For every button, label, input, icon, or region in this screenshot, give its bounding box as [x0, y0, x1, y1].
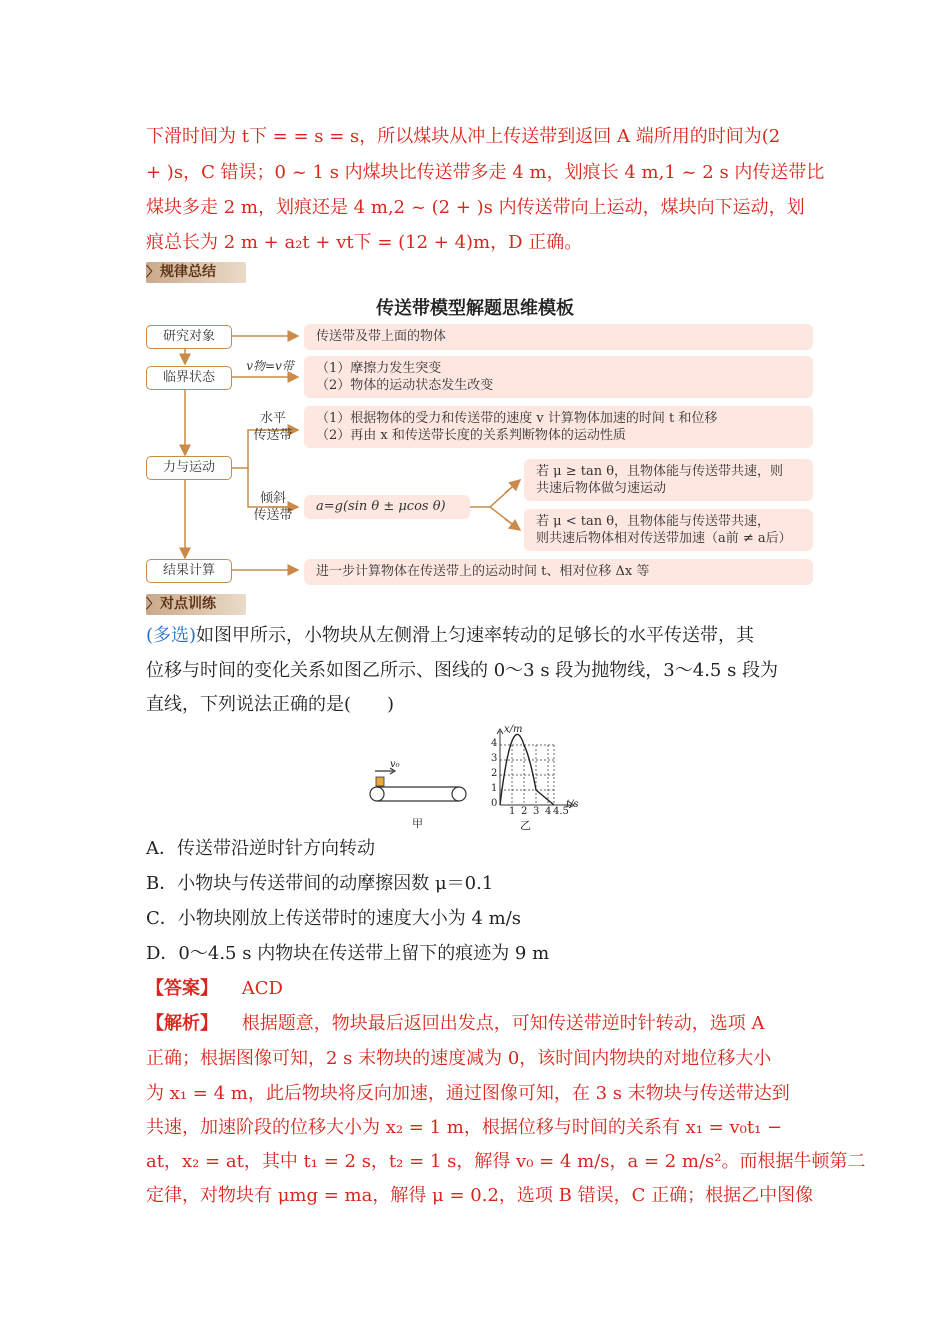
- incline-case1-line-1: 若 μ ≥ tan θ，且物体能与传送带共速，则: [536, 464, 784, 479]
- horizontal-belt-label-1: 水平: [259, 411, 286, 426]
- incline-case1-line-2: 共速后物体做匀速运动: [536, 481, 667, 496]
- pink-box-result: 进一步计算物体在传送带上的运动时间 t、相对位移 Δx 等: [304, 559, 813, 585]
- horizontal-belt-label-2: 传送带: [253, 428, 293, 443]
- velocity-label: v₀: [390, 759, 400, 770]
- y-tick-1: 1: [491, 783, 498, 794]
- x-axis-label: t/s: [566, 799, 579, 810]
- critical-item-1: （1）摩擦力发生突变: [316, 361, 442, 376]
- analysis-line-1-text: 根据题意，物块最后返回出发点，可知传送带逆时针转动，选项 A: [241, 1013, 765, 1034]
- pink-box-incline-case-2: [524, 509, 813, 551]
- inclined-belt-label: [250, 490, 296, 524]
- answer-line: [146, 978, 283, 1000]
- question-figure: [360, 724, 600, 832]
- box-research-object: 研究对象: [146, 325, 232, 349]
- option-d: D．0～4.5 s 内物块在传送带上留下的痕迹为 9 m: [146, 943, 550, 964]
- x-tick-4-5: 4.5: [553, 806, 569, 817]
- multi-select-tag: (多选): [146, 625, 197, 646]
- inclined-belt-label-2: 传送带: [253, 508, 293, 523]
- top-paragraph-line-1: 下滑时间为 t下 = = s = s，所以煤块从冲上传送带到返回 A 端所用的时间为(2: [146, 126, 781, 147]
- x-tick-3: 3: [533, 806, 540, 817]
- box-result-calc: 结果计算: [146, 559, 232, 583]
- question-line-2: 位移与时间的变化关系如图乙所示、图线的 0～3 s 段为抛物线，3～4.5 s 段为: [146, 660, 779, 681]
- critical-item-2: （2）物体的运动状态发生改变: [316, 378, 494, 393]
- block-on-belt: [376, 777, 384, 786]
- section-tag-practice: 〉 对点训练: [146, 594, 246, 615]
- pink-box-incline-formula: a=g(sin θ ± μcos θ): [304, 495, 470, 519]
- y-tick-4: 4: [491, 738, 498, 749]
- question-line-3: 直线，下列说法正确的是( ): [146, 694, 395, 715]
- analysis-line-1: [146, 1013, 764, 1035]
- top-paragraph-line-4: 痕总长为 2 m + a₂t + vt下 = (12 + 4)m，D 正确。: [146, 232, 583, 253]
- figure-label-jia: 甲: [412, 817, 423, 830]
- x-tick-2: 2: [521, 806, 528, 817]
- horizontal-item-1: （1）根据物体的受力和传送带的速度 v 计算物体加速的时间 t 和位移: [316, 411, 718, 426]
- pink-box-object: 传送带及带上面的物体: [304, 324, 813, 350]
- horizontal-item-2: （2）再由 x 和传送带长度的关系判断物体的运动性质: [316, 428, 626, 443]
- answer-label: 【答案】: [146, 978, 218, 999]
- y-tick-2: 2: [491, 768, 498, 779]
- pink-box-incline-case-1: [524, 459, 813, 501]
- analysis-line-2: 正确；根据图像可知，2 s 末物块的速度减为 0，该时间内物块的对地位移大小: [146, 1048, 772, 1069]
- box-critical-state: 临界状态: [146, 366, 232, 390]
- diagram-title: 传送带模型解题思维模板: [376, 298, 574, 319]
- option-a: A．传送带沿逆时针方向转动: [146, 838, 375, 859]
- option-b: B．小物块与传送带间的动摩擦因数 μ＝0.1: [146, 873, 494, 894]
- box-force-motion: 力与运动: [146, 456, 232, 480]
- question-line-1-text: 如图甲所示，小物块从左侧滑上匀速率转动的足够长的水平传送带，其: [196, 625, 755, 646]
- x-tick-1: 1: [509, 806, 516, 817]
- option-c: C．小物块刚放上传送带时的速度大小为 4 m/s: [146, 908, 522, 929]
- analysis-label: 【解析】: [146, 1013, 218, 1034]
- question-line-1: [146, 625, 754, 647]
- top-paragraph-line-2: + )s，C 错误；0 ~ 1 s 内煤块比传送带多走 4 m，划痕长 4 m,1 ~ 2 s 内传送带比: [146, 162, 825, 183]
- analysis-line-6: 定律，对物块有 μmg = ma，解得 μ = 0.2，选项 B 错误，C 正确；根据乙中图像: [146, 1185, 814, 1206]
- critical-condition-label: v物=v带: [246, 359, 294, 373]
- x-tick-4: 4: [545, 806, 552, 817]
- figure-label-yi: 乙: [520, 819, 531, 832]
- y-tick-3: 3: [491, 753, 498, 764]
- y-axis-label: x/m: [504, 724, 523, 735]
- analysis-line-4: 共速，加速阶段的位移大小为 x₂ = 1 m，根据位移与时间的关系有 x₁ = v₀t₁ −: [146, 1117, 783, 1138]
- pink-box-horizontal: [304, 406, 813, 448]
- incline-case2-line-1: 若 μ < tan θ，且物体能与传送带共速，: [536, 514, 771, 529]
- answer-value: ACD: [241, 978, 283, 999]
- incline-case2-line-2: 则共速后物体相对传送带加速（a前 ≠ a后）: [536, 531, 792, 546]
- analysis-line-5: at，x₂ = at，其中 t₁ = 2 s，t₂ = 1 s，解得 v₀ = 4 m/s，a = 2 m/s²。而根据牛顿第二: [146, 1151, 866, 1172]
- inclined-belt-label-1: 倾斜: [259, 491, 286, 506]
- horizontal-belt-label: [250, 410, 296, 444]
- x-tick-0: 0: [491, 798, 498, 809]
- pink-box-critical: [304, 356, 813, 398]
- top-paragraph-line-3: 煤块多走 2 m，划痕还是 4 m,2 ~ (2 + )s 内传送带向上运动，煤块向下运动，划: [146, 197, 805, 218]
- analysis-line-3: 为 x₁ = 4 m，此后物块将反向加速，通过图像可知，在 3 s 末物块与传送带达到: [146, 1083, 790, 1104]
- section-tag-summary: 〉 规律总结: [146, 262, 246, 283]
